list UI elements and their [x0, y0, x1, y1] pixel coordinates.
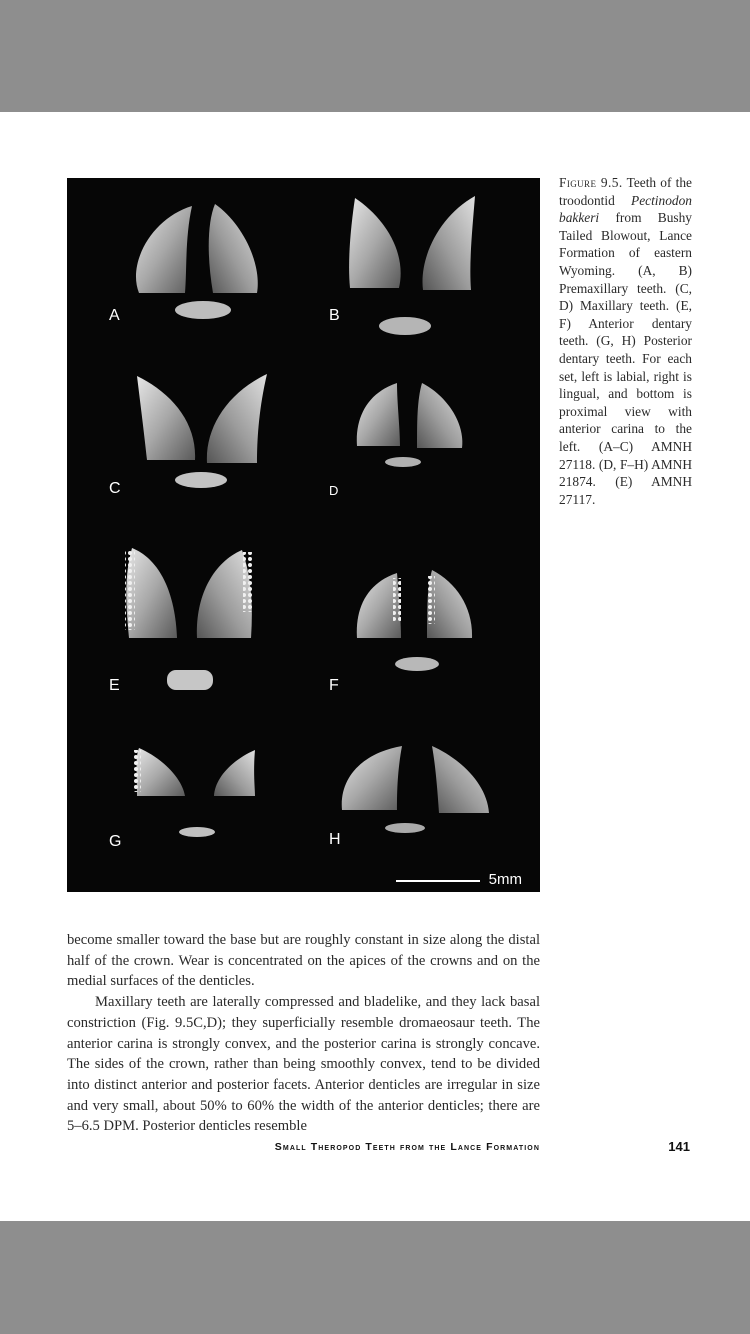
panel-label-g: G — [109, 833, 122, 850]
tooth-set-b — [349, 196, 475, 335]
viewer-bottom-bar — [0, 1221, 750, 1334]
panel-label-f: F — [329, 677, 339, 694]
tooth-set-c — [137, 374, 267, 488]
caption-text-rest: from Bushy Tailed Blowout, Lance Formation of eastern Wyoming. (A, B) Premaxillary teeth. (C, D) Maxillary teeth. (E, F) Anterior dentary teeth. (G, H) Posterior dentary teeth. For each set, left is labial, right is lingual, and bottom is proximal view with anterior carina to the left. (A–C) AMNH 27118. (D, F–H) AMNH 21874. (E) AMNH 27117. — [559, 210, 692, 507]
book-page — [0, 112, 750, 1221]
tooth-set-h — [342, 746, 489, 833]
panel-label-b: B — [329, 307, 340, 324]
paragraph-1: become smaller toward the base but are roughly constant in size along the distal half of the crown. Wear is concentrated on the apices of the crowns and on the medial surfaces of the denticles. — [67, 932, 540, 990]
panel-label-d: D — [329, 483, 339, 498]
panel-label-c: C — [109, 480, 121, 497]
tooth-set-a — [136, 204, 258, 319]
caption-label: Figure 9.5. — [559, 175, 623, 190]
page-number: 141 — [668, 1139, 690, 1154]
panel-label-a: A — [109, 307, 120, 324]
tooth-set-d — [357, 383, 463, 467]
panel-label-e: E — [109, 677, 120, 694]
body-text — [67, 930, 540, 1137]
tooth-set-f — [357, 570, 472, 671]
figure-caption — [559, 174, 692, 508]
caption-text-start: Teeth of the troodontid — [559, 175, 693, 208]
scale-bar-label: 5mm — [488, 871, 522, 888]
teeth-photographs — [67, 178, 540, 892]
scale-bar — [396, 880, 480, 882]
running-footer-title: Small Theropod Teeth from the Lance Formation — [274, 1141, 540, 1153]
viewer-top-bar — [0, 0, 750, 112]
paragraph-2: Maxillary teeth are laterally compressed and bladelike, and they lack basal constriction (Fig. 9.5C,D); they superficially resemble dromaeosaur teeth. The anterior carina is strongly convex, and the posterior carina is strongly concave. The sides of the crown, rather than being smoothly convex, tend to be divided into distinct anterior and posterior facets. Anterior denticles are irregular in size and very small, about 50% to 60% the width of the anterior denticles; there are 5–6.5 DPM. Posterior denticles resemble — [67, 994, 540, 1135]
caption-taxon: Pectinodon bakkeri — [559, 192, 692, 226]
figure-plate — [67, 178, 540, 892]
tooth-set-e — [125, 548, 253, 690]
panel-label-h: H — [329, 831, 341, 848]
tooth-set-g — [133, 748, 255, 837]
